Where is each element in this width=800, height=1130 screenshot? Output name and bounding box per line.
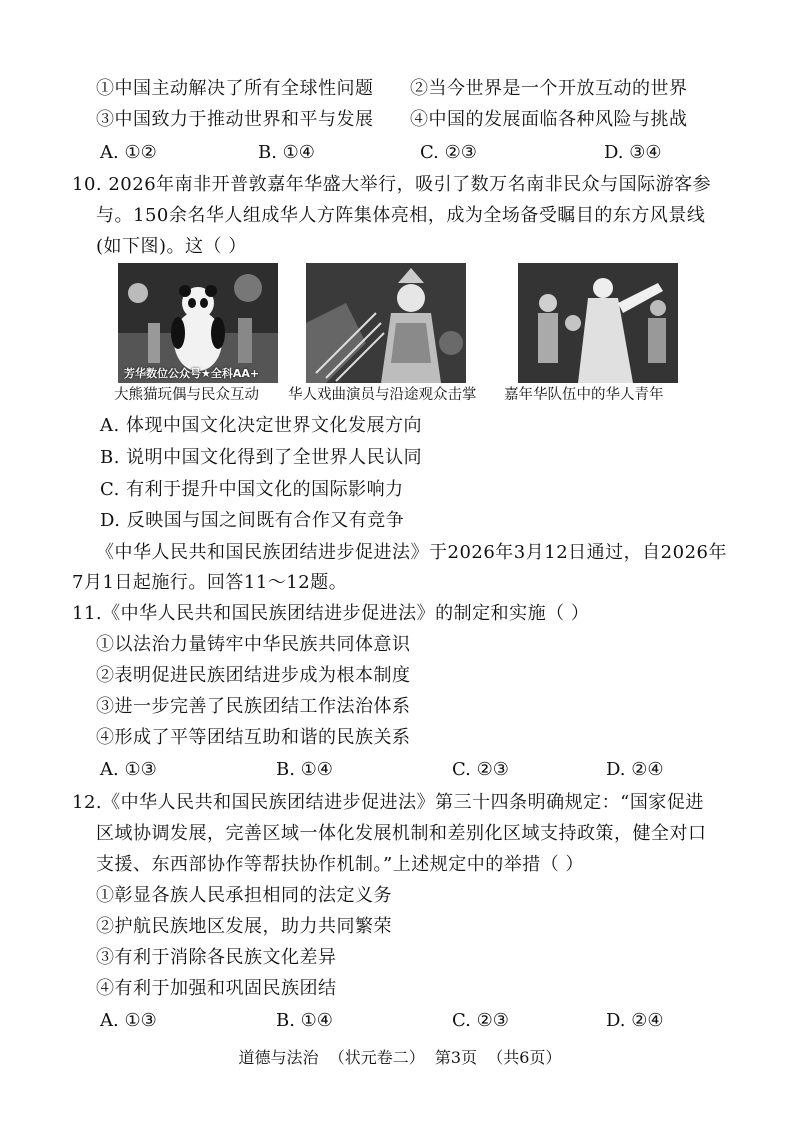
q11-statement-2: ②表明促进民族团结进步成为根本制度 [96, 665, 411, 686]
q10-option-b: B. 说明中国文化得到了全世界人民认同 [100, 447, 423, 468]
q10-option-a: A. 体现中国文化决定世界文化发展方向 [100, 415, 422, 436]
q9-option-c: C. ②③ [420, 142, 477, 163]
q12-option-a: A. ①③ [100, 1010, 157, 1031]
photo-caption-1: 大熊猫玩偶与民众互动 [114, 387, 259, 403]
q11-option-a: A. ①③ [100, 759, 157, 780]
q10-stem-line-1: 10. 2026年南非开普敦嘉年华盛大举行，吸引了数万名南非民众与国际游客参 [72, 174, 712, 195]
q12-statement-4: ④有利于加强和巩固民族团结 [96, 978, 337, 999]
q12-option-b: B. ①④ [276, 1010, 333, 1031]
q9-statement-1: ①中国主动解决了所有全球性问题 [96, 78, 374, 99]
q11-option-c: C. ②③ [452, 759, 509, 780]
photo-caption-2: 华人戏曲演员与沿途观众击掌 [288, 387, 477, 403]
photo-watermark: 芳华数位公众号★全科AA+ [124, 367, 260, 380]
q12-statement-1: ①彰显各族人民承担相同的法定义务 [96, 885, 392, 906]
q12-stem-line-2: 区域协调发展，完善区域一体化发展机制和差别化区域支持政策，健全对口 [96, 823, 707, 844]
photo-chinese-youth [518, 263, 678, 383]
q11-option-b: B. ①④ [276, 759, 333, 780]
q12-statement-2: ②护航民族地区发展，助力共同繁荣 [96, 916, 392, 937]
q10-option-c: C. 有利于提升中国文化的国际影响力 [100, 479, 404, 500]
q9-option-b: B. ①④ [258, 142, 315, 163]
q9-option-d: D. ③④ [604, 142, 662, 163]
q12-option-c: C. ②③ [452, 1010, 509, 1031]
photo-panda-mascot [118, 263, 278, 383]
q11-statement-4: ④形成了平等团结互助和谐的民族关系 [96, 727, 411, 748]
q9-statement-4: ④中国的发展面临各种风险与挑战 [410, 109, 688, 130]
q11-statement-1: ①以法治力量铸牢中华民族共同体意识 [96, 634, 411, 655]
q10-option-d: D. 反映国与国之间既有合作又有竞争 [100, 510, 405, 531]
photo-opera-performer [306, 263, 466, 383]
q10-stem-line-2: 与。150余名华人组成华人方阵集体亮相，成为全场备受瞩目的东方风景线 [96, 205, 706, 226]
intro-line-1: 《中华人民共和国民族团结进步促进法》于2026年3月12日通过，自2026年 [96, 542, 727, 563]
photo-caption-3: 嘉年华队伍中的华人青年 [504, 387, 664, 403]
q11-option-d: D. ②④ [606, 759, 664, 780]
q9-option-a: A. ①② [100, 142, 157, 163]
q9-statement-2: ②当今世界是一个开放互动的世界 [410, 78, 688, 99]
q11-stem: 11.《中华人民共和国民族团结进步促进法》的制定和实施（ ） [72, 603, 590, 624]
q12-option-d: D. ②④ [606, 1010, 664, 1031]
q12-stem-line-3: 支援、东西部协作等帮扶协作机制。”上述规定中的举措（ ） [96, 854, 584, 875]
intro-line-2: 7月1日起施行。回答11～12题。 [72, 572, 348, 593]
q12-stem-line-1: 12.《中华人民共和国民族团结进步促进法》第三十四条明确规定：“国家促进 [72, 792, 704, 813]
q12-statement-3: ③有利于消除各民族文化差异 [96, 947, 337, 968]
q11-statement-3: ③进一步完善了民族团结工作法治体系 [96, 696, 411, 717]
q10-stem-line-3: (如下图)。这（ ） [96, 236, 247, 257]
page-footer: 道德与法治 （状元卷二） 第3页 （共6页） [238, 1048, 562, 1067]
q9-statement-3: ③中国致力于推动世界和平与发展 [96, 109, 374, 130]
